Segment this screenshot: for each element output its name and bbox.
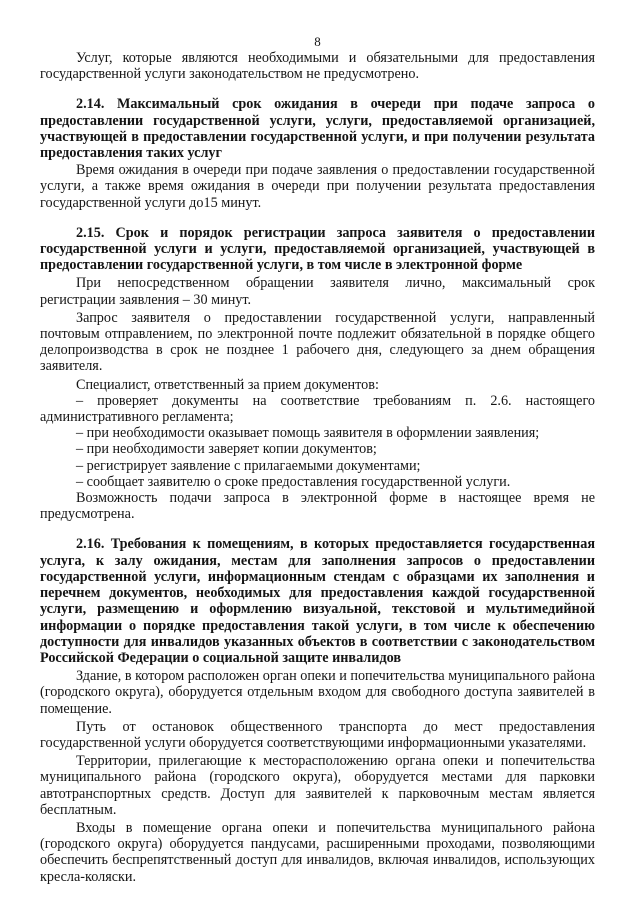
list-item: – проверяет документы на соответствие требованиям п. 2.6. настоящего административного регламента;: [40, 392, 595, 426]
list-item: – при необходимости заверяет копии документов;: [76, 441, 377, 458]
document-page: [40, 0, 595, 885]
page-number: 8: [314, 34, 321, 49]
section-2-16-paragraph-4: Входы в помещение органа опеки и попечительства муниципального района (городского округа) оборудуется пандусами, расширенными проходами, позволяющими обеспечить беспрепятственный доступ для инвалидов, включая инвалидов, использующих кресла-коляски.: [40, 819, 595, 885]
section-2-16-heading: 2.16. Требования к помещениям, в которых предоставляется государственная услуга, к залу ожидания, местам для заполнения запросов о предоставлении государственной услуги, информационным стендам с образцами их заполнения и перечнем документов, необходимых для предоставления каждой государственной услуги, размещению и оформлению визуальной, текстовой и мультимедийной информации о порядке предоставления такой услуги, в том числе к обеспечению доступности для инвалидов указанных объектов в соответствии с законодательством Российской Федерации о социальной защите инвалидов: [40, 536, 595, 666]
list-item: – при необходимости оказывает помощь заявителя в оформлении заявления;: [76, 425, 540, 442]
list-item: – регистрирует заявление с прилагаемыми документами;: [76, 457, 421, 474]
intro-paragraph: Услуг, которые являются необходимыми и обязательными для предоставления государственной услуги законодательством не предусмотрено.: [40, 50, 595, 83]
section-2-15-heading: 2.15. Срок и порядок регистрации запроса заявителя о предоставлении государственной услуги и услуги, предоставляемой организацией, участвующей в предоставлении государственной услуги, в том числе в электронной форме: [40, 224, 595, 274]
section-2-15-paragraph-3: Специалист, ответственный за прием документов:: [76, 376, 379, 393]
section-2-15-paragraph-2: Запрос заявителя о предоставлении государственной услуги, направленный почтовым отправлением, по электронной почте подлежит обязательной в порядке общего делопроизводства в срок не позднее 1 рабочего дня, следующего за днем обращения заявителя.: [40, 309, 595, 375]
section-2-16-paragraph-1: Здание, в котором расположен орган опеки и попечительства муниципального района (городского округа), оборудуется отдельным входом для свободного доступа заявителей в помещение.: [40, 668, 595, 717]
section-2-15-paragraph-4: Возможность подачи запроса в электронной форме в настоящее время не предусмотрена.: [40, 490, 595, 523]
section-2-15-paragraph-1: При непосредственном обращении заявителя лично, максимальный срок регистрации заявления – 30 минут.: [40, 275, 595, 308]
section-2-14-heading: 2.14. Максимальный срок ожидания в очереди при подаче запроса о предоставлении государственной услуги, услуги, предоставляемой организацией, участвующей в предоставлении государственной услуги, и при получении результата предоставления таких услуг: [40, 96, 595, 162]
section-2-16-paragraph-3: Территории, прилегающие к месторасположению органа опеки и попечительства муниципального района (городского округа), оборудуется местами для парковки автотранспортных средств. Доступ для заявителей к парковочным местам является бесплатным.: [40, 753, 595, 818]
list-item: – сообщает заявителю о сроке предоставления государственной услуги.: [76, 473, 511, 490]
section-2-14-paragraph: Время ожидания в очереди при подаче заявления о предоставлении государственной услуги, а также время ожидания в очереди при получении результата предоставления государственной услуги до15 минут.: [40, 162, 595, 211]
section-2-16-paragraph-2: Путь от остановок общественного транспорта до мест предоставления государственной услуги оборудуется соответствующими информационными указателями.: [40, 718, 595, 751]
